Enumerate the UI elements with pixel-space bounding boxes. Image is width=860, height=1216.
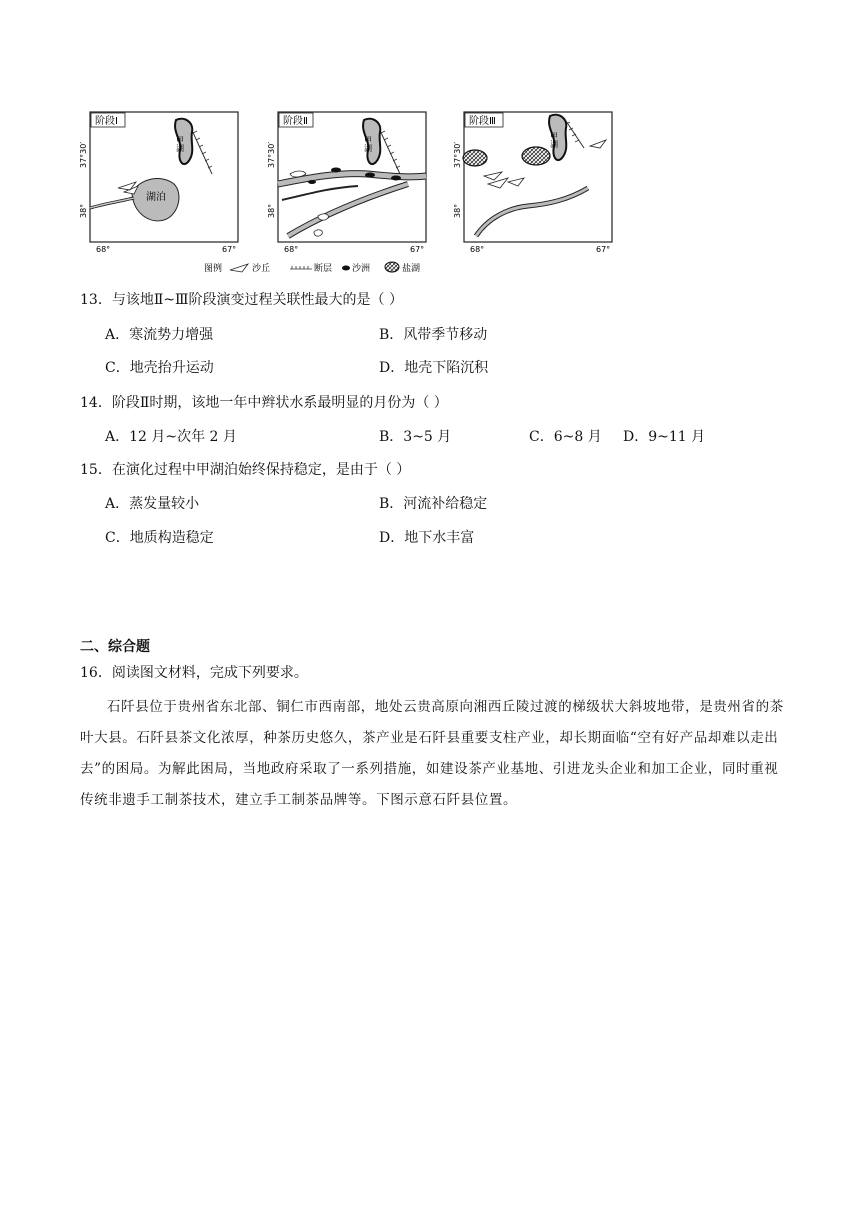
question-14-option-b[interactable]: B．3~5 月 <box>379 429 452 445</box>
map-legend <box>204 262 420 274</box>
lon-left-label: 68° <box>284 245 299 254</box>
question-15-option-b[interactable]: B．河流补给稳定 <box>379 496 488 512</box>
question-15-option-a[interactable]: A．蒸发量较小 <box>105 496 200 512</box>
panel-title: 阶段Ⅱ <box>283 116 308 127</box>
question-13-stem: 13．与该地Ⅱ~Ⅲ阶段演变过程关联性最大的是（ ） <box>80 292 404 308</box>
lat-top-label: 37°30′ <box>267 141 276 168</box>
jia-lake-label: 甲湖 <box>363 136 373 152</box>
question-16-stem: 16．阅读图文材料，完成下列要求。 <box>80 665 308 681</box>
lake-label: 湖泊 <box>146 192 166 203</box>
question-15-option-d[interactable]: D．地下水丰富 <box>379 530 475 546</box>
question-14-option-a[interactable]: A．12 月~次年 2 月 <box>105 429 237 445</box>
panel-title: 阶段Ⅲ <box>469 116 496 127</box>
lat-bottom-label: 38° <box>79 203 88 218</box>
legend-sandbar: 沙洲 <box>352 264 371 274</box>
question-14-stem: 14．阶段Ⅱ时期，该地一年中辫状水系最明显的月份为（ ） <box>80 395 448 411</box>
map-panel-stage-3 <box>453 112 612 254</box>
legend-saltlake: 盐湖 <box>402 264 421 274</box>
legend-dune: 沙丘 <box>252 264 271 274</box>
map-panel-stage-2 <box>267 112 426 254</box>
question-13-option-c[interactable]: C．地壳抬升运动 <box>105 360 214 376</box>
question-14-option-d[interactable]: D．9~11 月 <box>623 429 706 445</box>
lat-bottom-label: 38° <box>453 203 462 218</box>
legend-title: 图例 <box>204 264 223 274</box>
jia-lake-label: 甲湖 <box>549 132 559 148</box>
lat-top-label: 37°30′ <box>453 141 462 168</box>
question-13-option-b[interactable]: B．风带季节移动 <box>379 327 488 343</box>
lat-top-label: 37°30′ <box>79 141 88 168</box>
lon-right-label: 67° <box>596 245 611 254</box>
question-16-material-paragraph: 石阡县位于贵州省东北部、铜仁市西南部，地处云贵高原向湘西丘陵过渡的梯级状大斜坡地带，是贵州省的茶叶大县。石阡县茶文化浓厚，种茶历史悠久，茶产业是石阡县重要支柱产业，却长期面临“空有好产品却难以走出去”的困局。为解此困局，当地政府采取了一系列措施，如建设茶产业基地、引进龙头企业和加工企业，同时重视传统非遗手工制茶技术，建立手工制茶品牌等。下图示意石阡县位置。 <box>80 699 784 808</box>
lat-bottom-label: 38° <box>267 203 276 218</box>
lon-left-label: 68° <box>96 245 111 254</box>
question-13-option-a[interactable]: A．寒流势力增强 <box>105 327 214 343</box>
lon-left-label: 68° <box>470 245 485 254</box>
legend-fault: 断层 <box>314 264 333 274</box>
lon-right-label: 67° <box>222 245 237 254</box>
jia-lake-label: 甲湖 <box>175 136 185 152</box>
lon-right-label: 67° <box>410 245 425 254</box>
question-14-option-c[interactable]: C．6~8 月 <box>529 429 602 445</box>
map-panel-stage-1 <box>79 112 238 254</box>
panel-title: 阶段Ⅰ <box>95 116 118 127</box>
question-15-option-c[interactable]: C．地质构造稳定 <box>105 530 214 546</box>
section-title: 二、综合题 <box>80 639 150 655</box>
question-15-stem: 15．在演化过程中甲湖泊始终保持稳定，是由于（ ） <box>80 462 411 478</box>
stage-maps-figure <box>78 108 618 278</box>
question-13-option-d[interactable]: D．地壳下陷沉积 <box>379 360 489 376</box>
